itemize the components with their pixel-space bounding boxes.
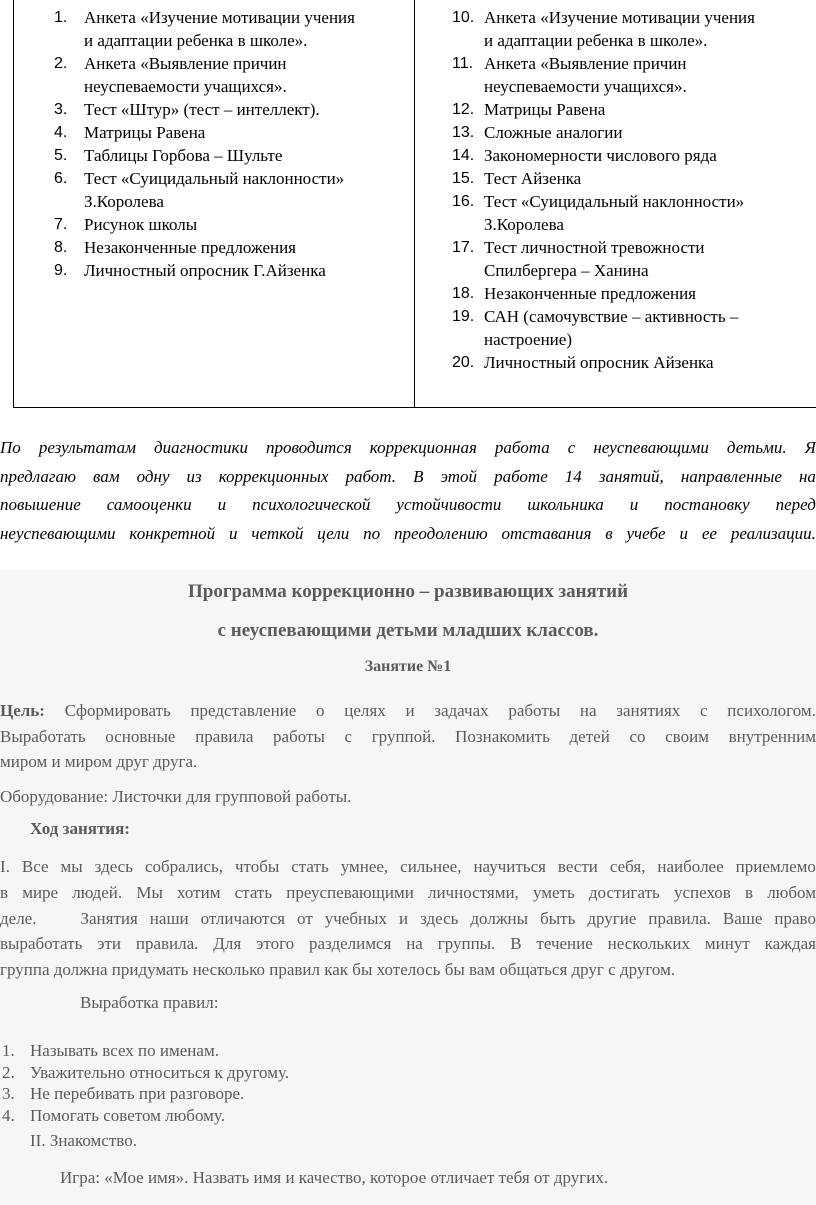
table-item-number: 10. [452, 9, 475, 26]
table-item-number: 4. [54, 124, 68, 141]
table-item-number: 2. [54, 55, 68, 72]
table-item-number: 18. [452, 285, 475, 302]
table-item-number: 17. [452, 239, 475, 256]
table-item-text: Таблицы Горбова – Шульте [84, 146, 283, 165]
table-item-number: 8. [54, 239, 68, 256]
table-item-number: 19. [452, 308, 475, 325]
table-item [452, 98, 814, 121]
table-item-number: 12. [452, 101, 475, 118]
goal-label: Цель: [0, 701, 45, 720]
intro-line: предлагаю вам одну из коррекционных работ. В этой работе 14 занятий, направленные на [0, 466, 816, 486]
table-item-number: 3. [54, 101, 68, 118]
table-left-column [54, 6, 404, 282]
table-item-text: Анкета «Выявление причин [484, 54, 687, 73]
table-item [452, 305, 814, 351]
table-item-number: 6. [54, 170, 68, 187]
rules-title: Выработка правил: [80, 993, 219, 1012]
rule-item: 4. Помогать советом любому. [2, 1105, 225, 1125]
course-line: деле. Занятия наши отличаются от учебных и здесь должны быть другие правила. Ваше право [0, 908, 816, 928]
table-item [452, 167, 814, 190]
rule-item: 2. Уважительно относиться к другому. [2, 1062, 290, 1082]
table-column-divider [414, 0, 415, 407]
table-item [54, 52, 404, 98]
table-item-text: Личностный опросник Айзенка [484, 353, 714, 372]
table-right-column [452, 6, 814, 374]
table-item-text: Спилбергера – Ханина [484, 261, 649, 280]
table-item-number: 9. [54, 262, 68, 279]
table-item [452, 52, 814, 98]
intro-line: неуспевающими конкретной и четкой цели по преодолению отставания в учебе и ее реализации. [0, 523, 816, 543]
equipment-text [0, 784, 816, 810]
equipment-line: Оборудование: Листочки для групповой работы. [0, 787, 352, 806]
intro-line: По результатам диагностики проводится коррекционная работа с неуспевающими детьми. Я [0, 438, 816, 457]
goal-line: Выработать основные правила работы с группой. Познакомить детей со своим внутренним [0, 726, 816, 746]
table-item [54, 98, 404, 121]
course-title: Ход занятия: [30, 819, 130, 838]
table-item-text: неуспеваемости учащихся». [484, 77, 687, 96]
table-item-text: Незаконченные предложения [84, 238, 297, 257]
table-item-text: Личностный опросник Г.Айзенка [84, 261, 326, 280]
course-line: группа должна придумать несколько правил как бы хотелось бы вам общаться друг с другом. [0, 960, 676, 980]
rule-item: 1. Называть всех по именам. [2, 1041, 219, 1060]
diagnostics-table [13, 0, 816, 408]
table-item [54, 144, 404, 167]
course-line: I. Все мы здесь собрались, чтобы стать умнее, сильнее, научиться вести себя, наиболее приемлемо [0, 857, 816, 876]
game-text: Игра: «Мое имя». Назвать имя и качество, которое отличает тебя от других. [60, 1168, 609, 1187]
table-item-number: 16. [452, 193, 475, 210]
table-item [54, 121, 404, 144]
table-item [54, 6, 404, 52]
program-title-line2: с неуспевающими детьми младших классов. [217, 620, 599, 641]
program-title-line1: Программа коррекционно – развивающих занятий [187, 581, 629, 602]
table-item-text: Тест «Штур» (тест – интеллект). [84, 100, 320, 119]
table-item [452, 144, 814, 167]
table-item-text: Анкета «Изучение мотивации учения [484, 8, 755, 27]
table-item-number: 7. [54, 216, 68, 233]
table-item [452, 121, 814, 144]
goal-line: миром и миром друг друга. [0, 752, 198, 771]
table-item [452, 351, 814, 374]
table-item-number: 14. [452, 147, 475, 164]
table-item-text: Тест Айзенка [484, 169, 582, 188]
intro-paragraph [0, 434, 816, 548]
table-item-number: 13. [452, 124, 475, 141]
goal-paragraph [0, 698, 816, 775]
table-item-text: Анкета «Изучение мотивации учения [84, 8, 355, 27]
table-item-text: и адаптации ребенка в школе». [484, 31, 708, 50]
table-item-text: неуспеваемости учащихся». [84, 77, 287, 96]
table-item [54, 259, 404, 282]
rule-item: 3. Не перебивать при разговоре. [2, 1084, 245, 1103]
table-item-text: Матрицы Равена [484, 100, 606, 119]
table-item-text: Рисунок школы [84, 215, 198, 234]
lesson-heading: Занятие №1 [364, 658, 452, 675]
table-item-text: Матрицы Равена [84, 123, 206, 142]
table-item-text: З.Королева [484, 215, 564, 234]
table-item-text: Сложные аналогии [484, 123, 623, 142]
table-item-text: Тест «Суицидальный наклонности» [484, 192, 745, 211]
table-item-number: 11. [452, 55, 474, 72]
table-item [54, 236, 404, 259]
table-item-text: настроение) [484, 330, 572, 349]
rules-list [2, 1040, 289, 1126]
table-item [54, 213, 404, 236]
course-line: в мире людей. Мы хотим стать преуспевающими личностями, уметь достигать успехов в любом [0, 882, 816, 902]
table-item-text: Закономерности числового ряда [484, 146, 717, 165]
intro-line: повышение самооценки и психологической устойчивости школьника и постановку перед [0, 495, 816, 514]
table-item-text: Тест «Суицидальный наклонности» [84, 169, 345, 188]
table-item-text: З.Королева [84, 192, 164, 211]
table-item [452, 190, 814, 236]
table-item-number: 1. [54, 9, 68, 26]
table-item-text: САН (самочувствие – активность – [484, 307, 739, 326]
table-item-text: Незаконченные предложения [484, 284, 697, 303]
table-item [452, 282, 814, 305]
table-item-text: и адаптации ребенка в школе». [84, 31, 308, 50]
table-item [54, 167, 404, 213]
course-paragraph [0, 854, 816, 983]
table-item [452, 236, 814, 282]
table-item-number: 5. [54, 147, 68, 164]
table-item-number: 20. [452, 354, 475, 371]
table-item-text: Тест личностной тревожности [484, 238, 705, 257]
table-item-text: Анкета «Выявление причин [84, 54, 287, 73]
table-item [452, 6, 814, 52]
course-line: выработать эти правила. Для этого разделимся на группы. В течение нескольких минут каждая [0, 934, 816, 954]
acquaintance-heading: II. Знакомство. [30, 1131, 137, 1150]
table-item-number: 15. [452, 170, 475, 187]
goal-line: Цель: Сформировать представление о целях и задачах работы на занятиях с психологом. [0, 698, 816, 724]
